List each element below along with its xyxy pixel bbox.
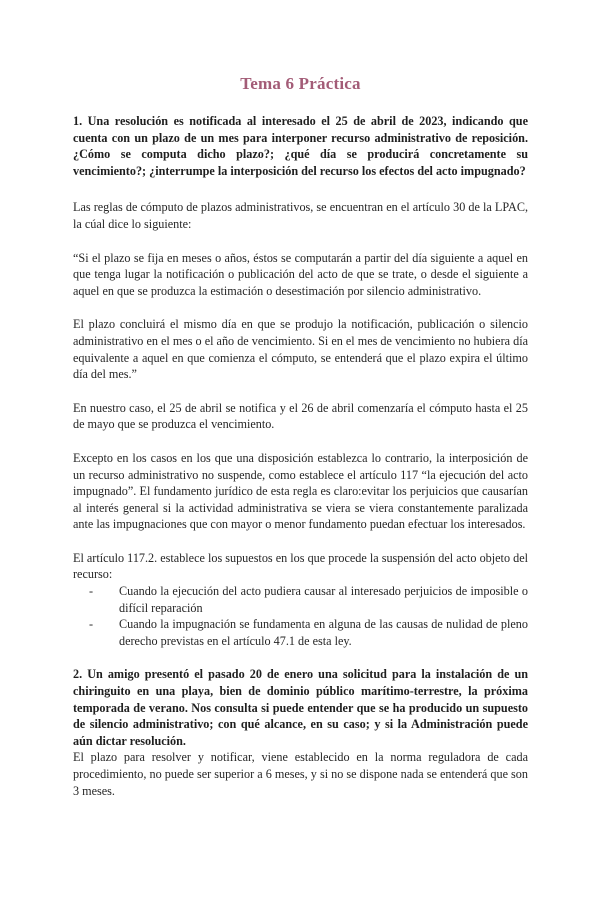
list-item-text: Cuando la ejecución del acto pudiera causar al interesado perjuicios de imposible o difícil reparación: [119, 584, 528, 615]
paragraph-quote-1: “Si el plazo se fija en meses o años, éstos se computarán a partir del día siguiente a aquel en que tenga lugar la notificación o publicación del acto de que se trate, o desde el siguiente a aquel en que se produzca la estimación o desestimación por silencio administrativo.: [73, 250, 528, 298]
suspension-list: [73, 583, 528, 649]
paragraph-intro: Las reglas de cómputo de plazos administrativos, se encuentran en el artículo 30 de la LPAC, la cúal dice lo siguiente:: [73, 200, 528, 231]
question-2: 2. Un amigo presentó el pasado 20 de enero una solicitud para la instalación de un chiringuito en una playa, bien de dominio público marítimo-terrestre, la próxima temporada de verano. Nos consulta si puede entender que se ha producido un supuesto de silencio administrativo; con qué alcance, en su caso; y si la Administración puede aún dictar resolución.: [73, 667, 528, 748]
list-item-text: Cuando la impugnación se fundamenta en alguna de las causas de nulidad de pleno derecho previstas en el artículo 47.1 de esta ley.: [119, 617, 528, 648]
paragraph-quote-2: El plazo concluirá el mismo día en que se produjo la notificación, publicación o silencio administrativo en el mes o el año de vencimiento. Si en el mes de vencimiento no hubiera día equivalente a aquel en que comienza el cómputo, se entenderá que el plazo expira el último día del mes.”: [73, 317, 528, 382]
list-marker: -: [89, 617, 94, 632]
list-marker: -: [89, 584, 94, 599]
paragraph-excepto: Excepto en los casos en los que una disposición establezca lo contrario, la interposición de un recurso administrativo no suspende, como establece el artículo 117 “la ejecución del acto impugnado”. El fundamento jurídico de esta regla es claro:evitar los perjuicios que causarían al interés general si la actividad administrativa se viera se viera constantemente paralizada ante las impugnaciones que con mayor o menor fundamento puedan efectuar los interesados.: [73, 450, 528, 532]
page-title: Tema 6 Práctica: [240, 74, 361, 93]
list-item: [89, 583, 528, 616]
question-1: 1. Una resolución es notificada al interesado el 25 de abril de 2023, indicando que cuenta con un plazo de un mes para interponer recurso administrativo de reposición.¿Cómo se computa dicho plazo?; ¿qué día se producirá concretamente su vencimiento?; ¿interrumpe la interposición del recurso los efectos del acto impugnado?: [73, 114, 528, 178]
list-item: [89, 616, 528, 649]
paragraph-articulo: El artículo 117.2. establece los supuestos en los que procede la suspensión del acto objeto del recurso:: [73, 550, 528, 582]
paragraph-caso: En nuestro caso, el 25 de abril se notifica y el 26 de abril comenzaría el cómputo hasta el 25 de mayo que se produzca el vencimiento.: [73, 400, 528, 432]
paragraph-plazo: El plazo para resolver y notificar, viene establecido en la norma reguladora de cada procedimiento, no puede ser superior a 6 meses, y si no se dispone nada se entenderá que son 3 meses.: [73, 750, 528, 798]
document-page: [0, 74, 600, 922]
